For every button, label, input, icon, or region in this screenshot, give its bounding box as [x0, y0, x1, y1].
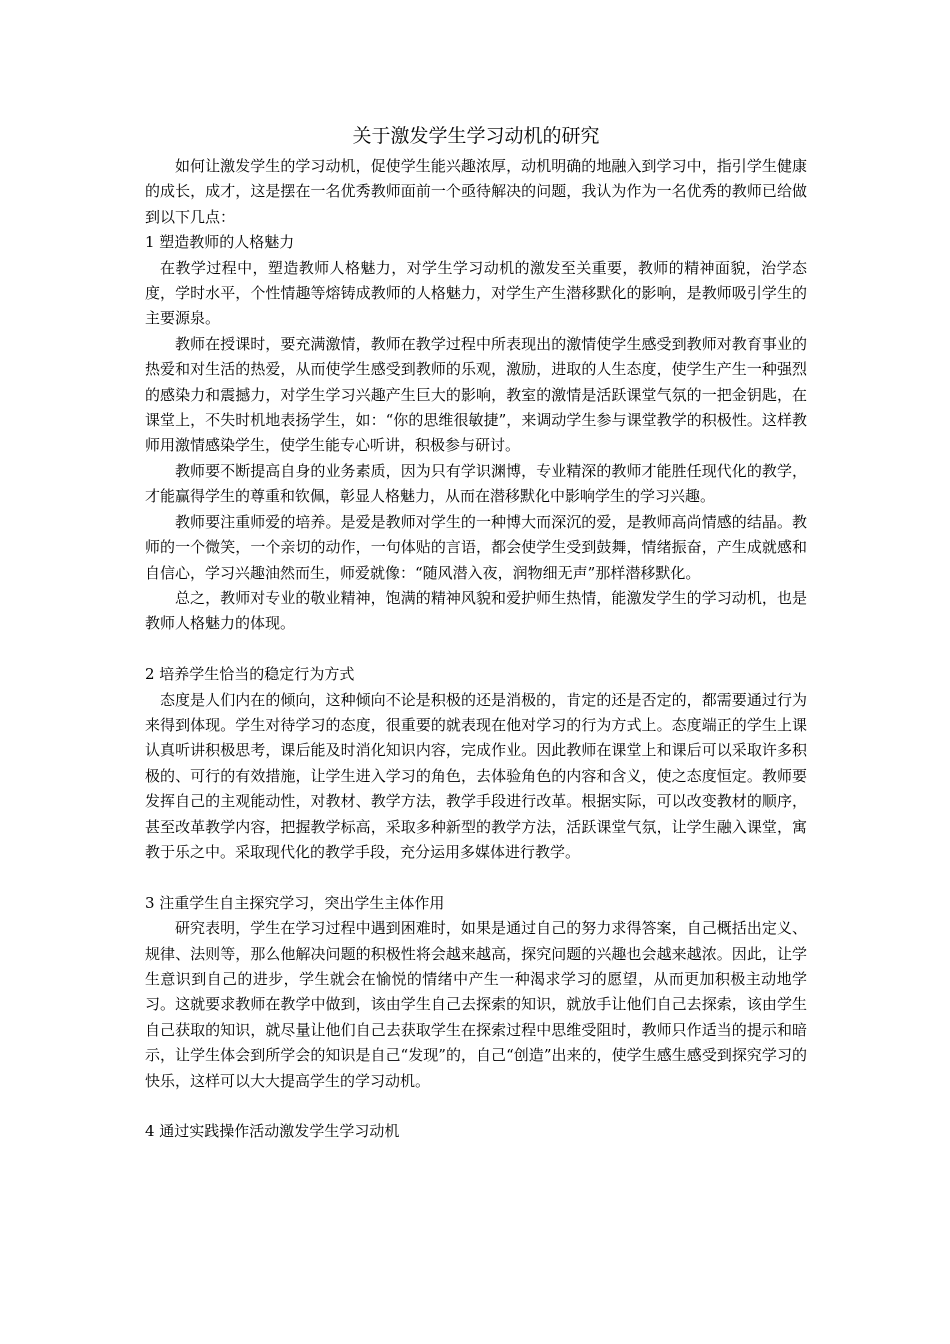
section-1-paragraph-2: 教师在授课时，要充满激情，教师在教学过程中所表现出的激情使学生感受到教师对教育事业的热爱和对生活的热爱，从而使学生感受到教师的乐观，激励，进取的人生态度，使学生产生一种强烈的感染力和震撼力，对学生学习兴趣产生巨大的影响，教室的激情是活跃课堂气氛的一把金钥匙，在课堂上，不失时机地表扬学生，如：“你的思维很敏捷”，来调动学生参与课堂教学的积极性。这样教师用激情感染学生，使学生能专心听讲，积极参与研讨。 [145, 334, 807, 455]
section-3-heading: 3 注重学生自主探究学习，突出学生主体作用 [145, 893, 445, 912]
spacer [145, 1094, 807, 1119]
section-4-heading: 4 通过实践操作活动激发学生学习动机 [145, 1122, 400, 1141]
section-1-paragraph-5: 总之，教师对专业的敬业精神，饱满的精神风貌和爱护师生热情，能激发学生的学习动机，也是教师人格魅力的体现。 [145, 588, 807, 633]
document-title: 关于激发学生学习动机的研究 [352, 125, 600, 147]
document-page [145, 118, 807, 1145]
section-1-paragraph-1: 在教学过程中，塑造教师人格魅力，对学生学习动机的激发至关重要，教师的精神面貌，治学态度，学时水平，个性情趣等熔铸成教师的人格魅力，对学生产生潜移默化的影响，是教师吸引学生的主要源泉。 [145, 258, 807, 328]
section-1-paragraph-4: 教师要注重师爱的培养。是爱是教师对学生的一种博大而深沉的爱，是教师高尚情感的结晶。教师的一个微笑，一个亲切的动作，一句体贴的言语，都会使学生受到鼓舞，情绪振奋，产生成就感和自信心，学习兴趣油然而生，师爱就像：“随风潜入夜，润物细无声”那样潜移默化。 [145, 512, 807, 582]
spacer [145, 865, 807, 890]
section-3-paragraph-1: 研究表明，学生在学习过程中遇到困难时，如果是通过自己的努力求得答案，自己概括出定义、规律、法则等，那么他解决问题的积极性将会越来越高，探究问题的兴趣也会越来越浓。因此，让学生意识到自己的进步，学生就会在愉悦的情绪中产生一种渴求学习的愿望，从而更加积极主动地学习。这就要求教师在教学中做到，该由学生自己去探索的知识，就放手让他们自己去探索，该由学生自己获取的知识，就尽量让他们自己去获取学生在探索过程中思维受阻时，教师只作适当的提示和暗示，让学生体会到所学会的知识是自己“发现”的，自己“创造”出来的，使学生感生感受到探究学习的快乐，这样可以大大提高学生的学习动机。 [145, 919, 807, 1090]
intro-paragraph: 如何让激发学生的学习动机，促使学生能兴趣浓厚，动机明确的地融入到学习中，指引学生健康的成长，成才，这是摆在一名优秀教师面前一个亟待解决的问题，我认为作为一名优秀的教师已给做到以下几点： [145, 157, 807, 226]
section-2-heading: 2 培养学生恰当的稳定行为方式 [145, 665, 355, 684]
section-2-paragraph-1: 态度是人们内在的倾向，这种倾向不论是积极的还是消极的，肯定的还是否定的，都需要通过行为来得到体现。学生对待学习的态度，很重要的就表现在他对学习的行为方式上。态度端正的学生上课认真听讲积极思考，课后能及时消化知识内容，完成作业。因此教师在课堂上和课后可以采取许多积极的、可行的有效措施，让学生进入学习的角色，去体验角色的内容和含义，使之态度恒定。教师要发挥自己的主观能动性，对教材、教学方法，教学手段进行改革。根据实际，可以改变教材的顺序，甚至改革教学内容，把握教学标高，采取多种新型的教学方法，活跃课堂气氛，让学生融入课堂，寓教于乐之中。采取现代化的教学手段，充分运用多媒体进行教学。 [145, 690, 807, 861]
section-1-heading: 1 塑造教师的人格魅力 [145, 233, 295, 252]
section-1-paragraph-3: 教师要不断提高自身的业务素质，因为只有学识渊博，专业精深的教师才能胜任现代化的教学，才能赢得学生的尊重和钦佩，彰显人格魅力，从而在潜移默化中影响学生的学习兴趣。 [145, 461, 807, 506]
spacer [145, 637, 807, 662]
